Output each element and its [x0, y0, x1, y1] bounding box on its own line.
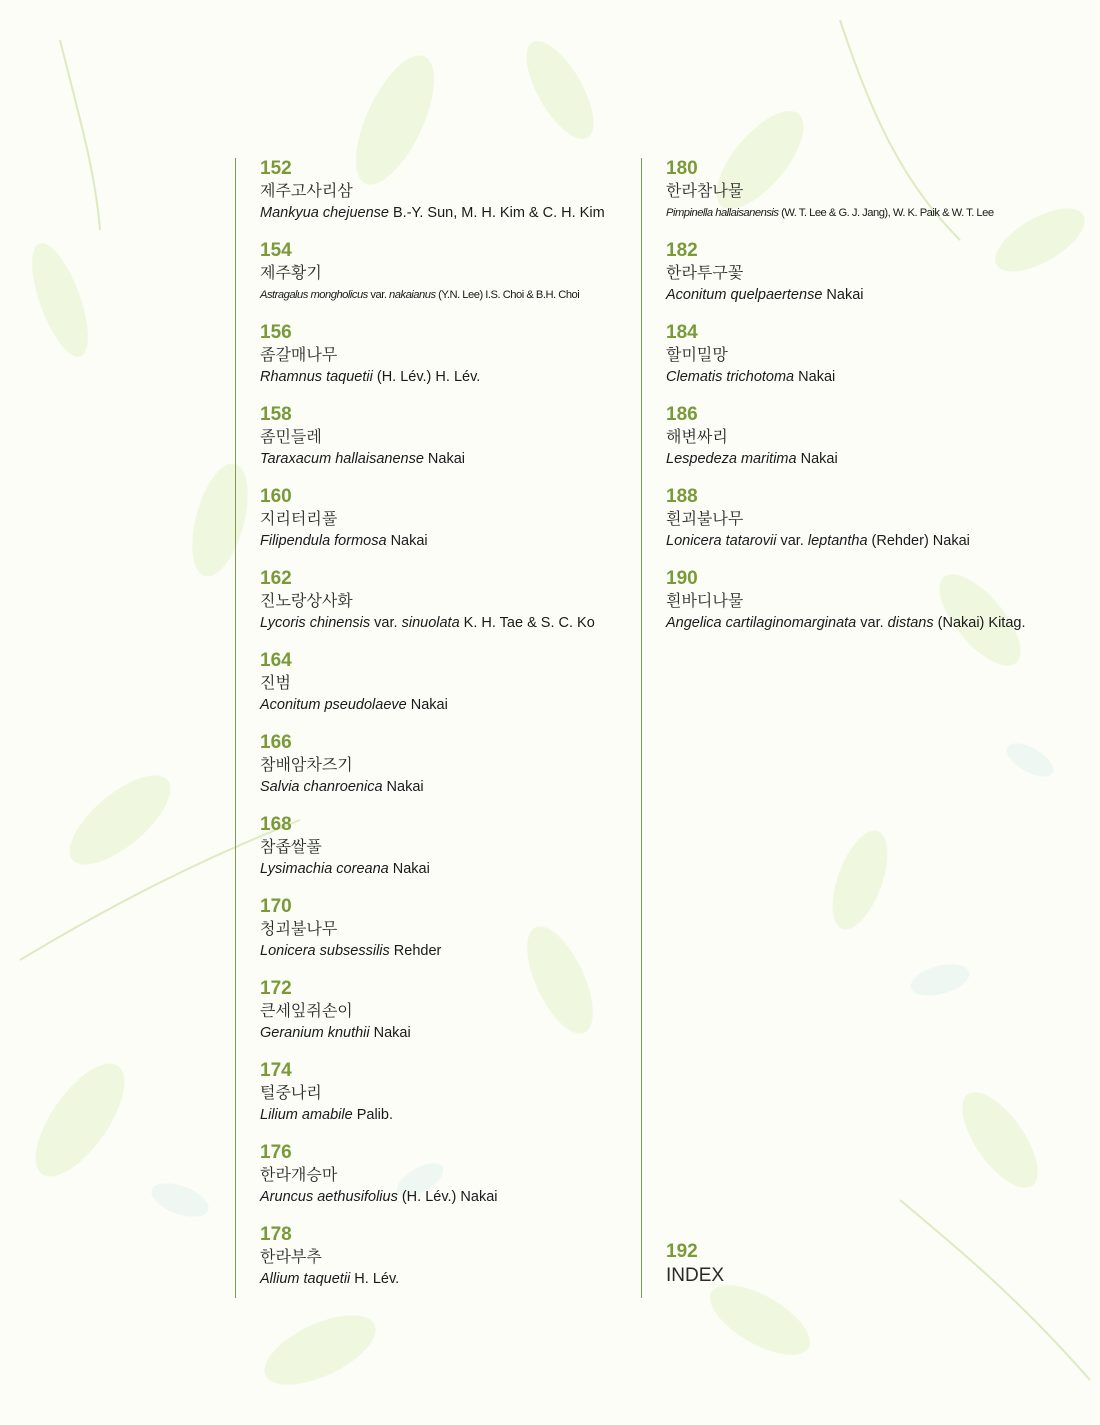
- index-entry[interactable]: [666, 1241, 724, 1289]
- toc-entry[interactable]: [666, 404, 1086, 486]
- entry-korean-name: 할미밀망: [666, 345, 728, 364]
- entry-scientific-name: [666, 448, 1086, 470]
- scientific-name-italic-part: nakaianus: [389, 289, 436, 301]
- scientific-name-italic-part: Aconitum pseudolaeve: [260, 697, 407, 713]
- entry-page-number: 164: [260, 650, 292, 671]
- entry-page-number: 158: [260, 404, 292, 425]
- entry-page-number: 168: [260, 814, 292, 835]
- entry-scientific-name: [666, 530, 1086, 552]
- entry-scientific-name: [666, 366, 1086, 388]
- entry-korean-name: 지리터리풀: [260, 509, 338, 528]
- entry-page-number: 174: [260, 1060, 292, 1081]
- scientific-name-italic-part: Lilium amabile: [260, 1107, 353, 1123]
- entry-page-number: 152: [260, 158, 292, 179]
- entry-korean-name: 한라참나물: [666, 181, 744, 200]
- scientific-name-italic-part: Lonicera subsessilis: [260, 943, 390, 959]
- entry-scientific-name: [260, 940, 650, 962]
- scientific-name-italic-part: Lespedeza maritima: [666, 451, 797, 467]
- toc-entry[interactable]: [260, 814, 650, 896]
- entry-scientific-name: [260, 1022, 650, 1044]
- scientific-name-plain-part: var.: [367, 289, 390, 301]
- scientific-name-italic-part: Allium taquetii: [260, 1271, 351, 1287]
- entry-korean-name: 흰괴불나무: [666, 509, 744, 528]
- scientific-name-plain-part: var.: [370, 615, 402, 631]
- scientific-name-plain-part: Nakai: [406, 697, 448, 713]
- entry-page-number: 162: [260, 568, 292, 589]
- entry-scientific-name: [260, 1104, 650, 1126]
- scientific-name-plain-part: K. H. Tae & S. C. Ko: [459, 615, 595, 631]
- toc-entry[interactable]: [260, 732, 650, 814]
- entry-page-number: 188: [666, 486, 698, 507]
- scientific-name-italic-part: Lysimachia coreana: [260, 861, 389, 877]
- toc-entry[interactable]: [260, 978, 650, 1060]
- scientific-name-italic-part: Lycoris chinensis: [260, 615, 371, 631]
- scientific-name-plain-part: Nakai: [423, 451, 466, 467]
- toc-entry[interactable]: [666, 486, 1086, 568]
- entry-korean-name: 진노랑상사화: [260, 591, 353, 610]
- scientific-name-plain-part: (H. Lév.) Nakai: [397, 1189, 498, 1205]
- scientific-name-italic-part: Lonicera tatarovii: [666, 533, 777, 549]
- toc-entry[interactable]: [260, 158, 650, 240]
- entry-scientific-name: [260, 448, 650, 470]
- scientific-name-italic-part: Taraxacum hallaisanense: [260, 451, 424, 467]
- scientific-name-italic-part: distans: [887, 615, 934, 631]
- entry-page-number: 154: [260, 240, 292, 261]
- contents-column-left: [235, 158, 650, 1298]
- entry-korean-name: 털중나리: [260, 1083, 322, 1102]
- entry-page-number: 172: [260, 978, 292, 999]
- entry-scientific-name: [666, 202, 1086, 224]
- entry-scientific-name: [666, 284, 1086, 306]
- scientific-name-italic-part: Aruncus aethusifolius: [260, 1189, 398, 1205]
- toc-entry[interactable]: [260, 322, 650, 404]
- toc-entry[interactable]: [260, 1060, 650, 1142]
- entry-page-number: 186: [666, 404, 698, 425]
- scientific-name-italic-part: Angelica cartilaginomarginata: [666, 615, 857, 631]
- entry-scientific-name: [260, 1268, 650, 1290]
- entry-page-number: 176: [260, 1142, 292, 1163]
- entry-korean-name: 좀갈매나무: [260, 345, 338, 364]
- entry-page-number: 184: [666, 322, 698, 343]
- entry-korean-name: 한라부추: [260, 1247, 322, 1266]
- scientific-name-italic-part: Rhamnus taquetii: [260, 369, 373, 385]
- entry-korean-name: 큰세잎쥐손이: [260, 1001, 353, 1020]
- toc-entry[interactable]: [260, 404, 650, 486]
- scientific-name-plain-part: Nakai: [388, 861, 430, 877]
- entry-korean-name: 한라투구꽃: [666, 263, 744, 282]
- toc-entry[interactable]: [260, 1224, 650, 1306]
- scientific-name-plain-part: Nakai: [369, 1025, 411, 1041]
- toc-entry[interactable]: [666, 568, 1086, 650]
- scientific-name-plain-part: Palib.: [352, 1107, 393, 1123]
- toc-entry[interactable]: [666, 240, 1086, 322]
- scientific-name-italic-part: Geranium knuthii: [260, 1025, 370, 1041]
- entry-scientific-name: [260, 284, 650, 306]
- index-page-number: 192: [666, 1241, 698, 1262]
- scientific-name-plain-part: B.-Y. Sun, M. H. Kim & C. H. Kim: [388, 205, 605, 221]
- entry-page-number: 182: [666, 240, 698, 261]
- scientific-name-plain-part: (Y.N. Lee) I.S. Choi & B.H. Choi: [435, 289, 580, 301]
- contents-column-right: [641, 158, 1086, 1298]
- entry-scientific-name: [260, 694, 650, 716]
- entry-page-number: 166: [260, 732, 292, 753]
- entry-scientific-name: [260, 776, 650, 798]
- scientific-name-italic-part: Astragalus mongholicus: [260, 289, 368, 301]
- entry-korean-name: 제주황기: [260, 263, 322, 282]
- entry-korean-name: 청괴불나무: [260, 919, 338, 938]
- scientific-name-plain-part: var.: [856, 615, 888, 631]
- toc-entry[interactable]: [260, 240, 650, 322]
- entry-scientific-name: [260, 1186, 650, 1208]
- scientific-name-italic-part: Clematis trichotoma: [666, 369, 795, 385]
- scientific-name-plain-part: Nakai: [796, 451, 838, 467]
- entry-page-number: 180: [666, 158, 698, 179]
- entry-scientific-name: [260, 530, 650, 552]
- scientific-name-plain-part: (W. T. Lee & G. J. Jang), W. K. Paik & W. T. Lee: [778, 207, 994, 219]
- entry-korean-name: 제주고사리삼: [260, 181, 353, 200]
- scientific-name-plain-part: H. Lév.: [350, 1271, 400, 1287]
- scientific-name-plain-part: Nakai: [382, 779, 424, 795]
- scientific-name-italic-part: Pimpinella hallaisanensis: [666, 207, 779, 219]
- scientific-name-plain-part: Nakai: [794, 369, 836, 385]
- entry-page-number: 178: [260, 1224, 292, 1245]
- scientific-name-italic-part: Filipendula formosa: [260, 533, 387, 549]
- entry-page-number: 170: [260, 896, 292, 917]
- entry-scientific-name: [666, 612, 1086, 634]
- toc-entry[interactable]: [260, 568, 650, 650]
- entry-korean-name: 참배암차즈기: [260, 755, 353, 774]
- toc-entry[interactable]: [260, 650, 650, 732]
- entry-scientific-name: [260, 366, 650, 388]
- scientific-name-plain-part: var.: [776, 533, 808, 549]
- entry-scientific-name: [260, 858, 650, 880]
- toc-entry[interactable]: [260, 896, 650, 978]
- toc-entry[interactable]: [260, 486, 650, 568]
- scientific-name-plain-part: (H. Lév.) H. Lév.: [372, 369, 481, 385]
- entry-scientific-name: [260, 202, 650, 224]
- scientific-name-italic-part: Salvia chanroenica: [260, 779, 383, 795]
- entry-korean-name: 흰바디나물: [666, 591, 744, 610]
- index-label: INDEX: [666, 1265, 725, 1286]
- scientific-name-plain-part: Nakai: [822, 287, 864, 303]
- entry-korean-name: 참좁쌀풀: [260, 837, 322, 856]
- entry-korean-name: 한라개승마: [260, 1165, 338, 1184]
- entry-korean-name: 좀민들레: [260, 427, 322, 446]
- entry-page-number: 160: [260, 486, 292, 507]
- entry-page-number: 156: [260, 322, 292, 343]
- scientific-name-italic-part: Aconitum quelpaertense: [666, 287, 823, 303]
- scientific-name-plain-part: Nakai: [386, 533, 428, 549]
- entry-korean-name: 해변싸리: [666, 427, 728, 446]
- entry-scientific-name: [260, 612, 650, 634]
- toc-entry[interactable]: [666, 322, 1086, 404]
- scientific-name-italic-part: sinuolata: [401, 615, 460, 631]
- scientific-name-plain-part: Rehder: [389, 943, 442, 959]
- entry-page-number: 190: [666, 568, 698, 589]
- scientific-name-italic-part: leptantha: [807, 533, 868, 549]
- scientific-name-italic-part: Mankyua chejuense: [260, 205, 389, 221]
- scientific-name-plain-part: (Nakai) Kitag.: [933, 615, 1026, 631]
- entry-korean-name: 진범: [260, 673, 291, 692]
- toc-entry[interactable]: [260, 1142, 650, 1224]
- scientific-name-plain-part: (Rehder) Nakai: [867, 533, 970, 549]
- toc-entry[interactable]: [666, 158, 1086, 240]
